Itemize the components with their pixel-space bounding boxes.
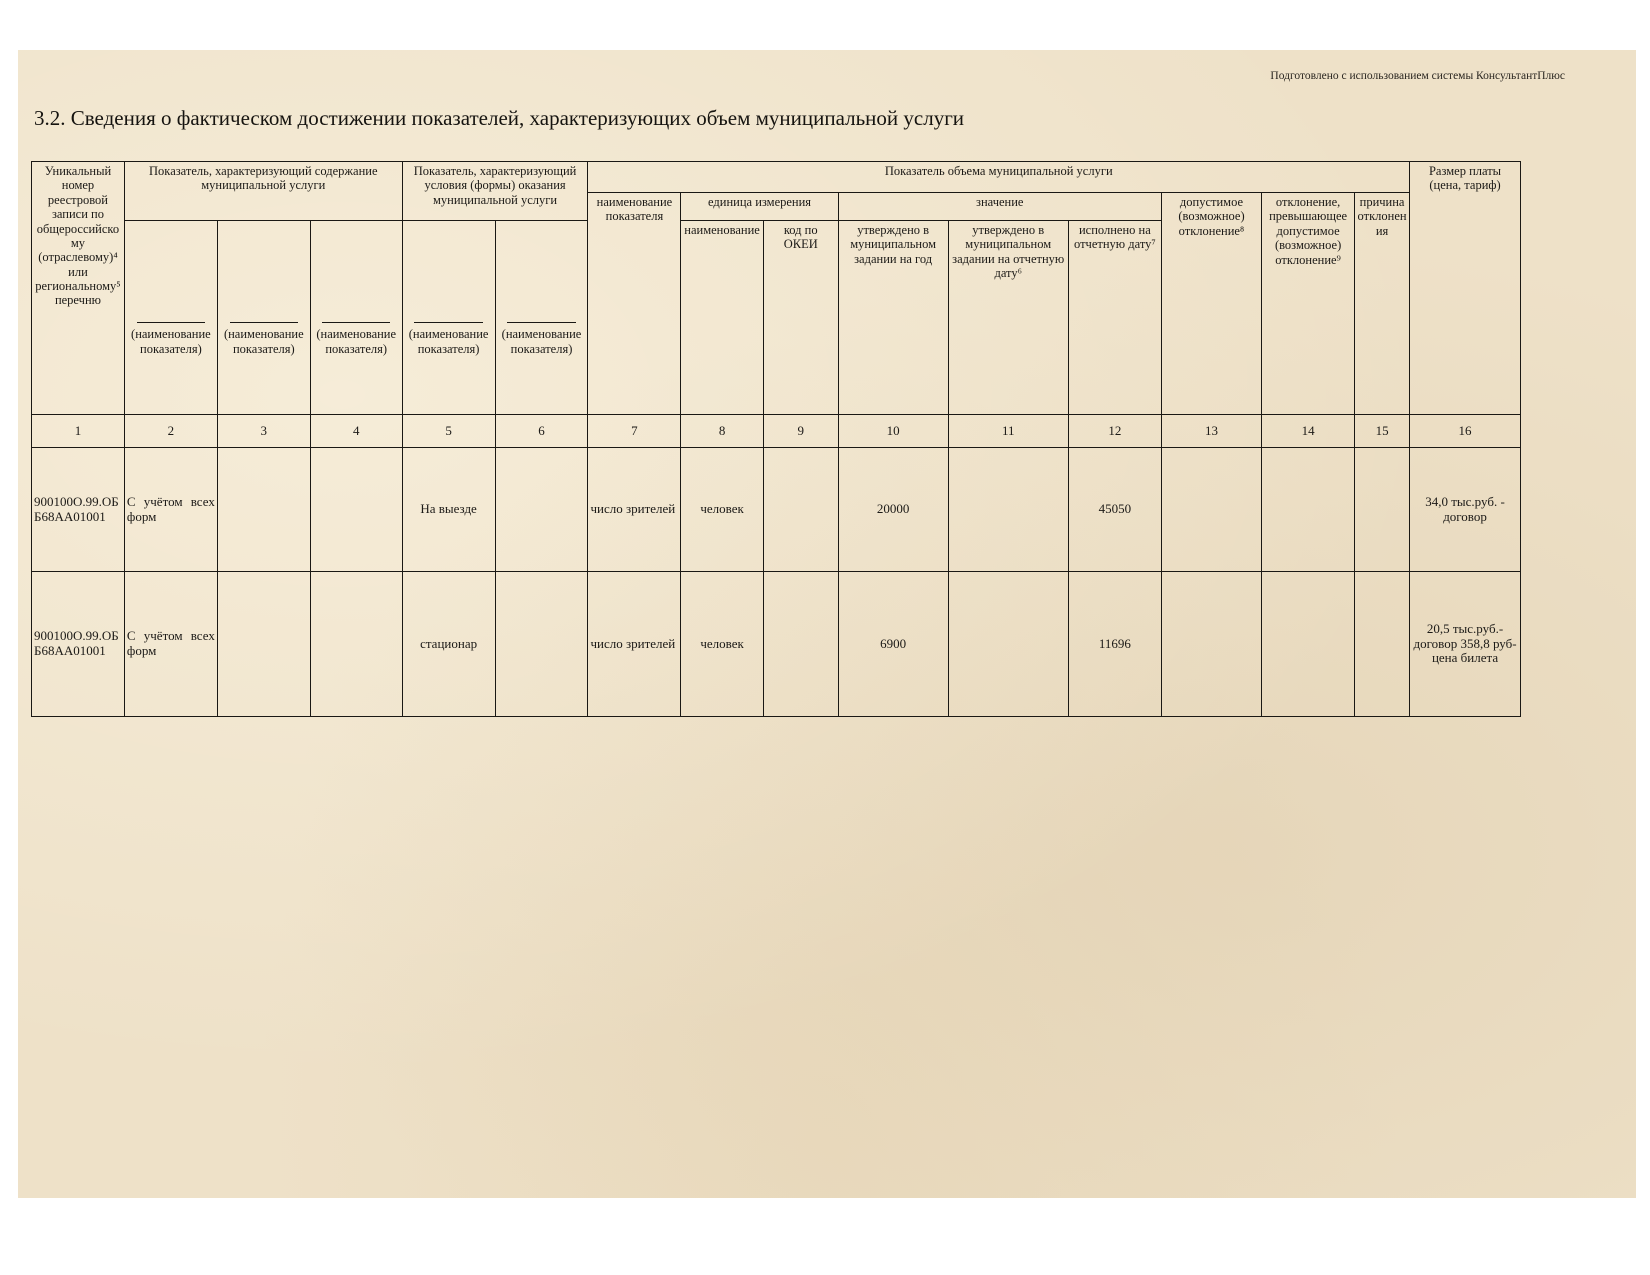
empty-cell [217, 448, 310, 572]
empty-cell [1355, 572, 1410, 717]
empty-cell [495, 572, 588, 717]
header-unit-name: наименование [681, 221, 763, 415]
indicator-cell: число зрителей [588, 448, 681, 572]
indicator-cell: число зрителей [588, 572, 681, 717]
header-approved-year: утверждено в муниципальном задании на год [838, 221, 948, 415]
empty-cell [763, 448, 838, 572]
header-approved-date: утверждено в муниципальном задании на отчетную дату⁶ [948, 221, 1068, 415]
header-okei: код по ОКЕИ [763, 221, 838, 415]
content-cell: С учётом всех форм [124, 572, 217, 717]
col-number: 4 [310, 415, 402, 448]
header-volume-group: Показатель объема муниципальной услуги [588, 162, 1410, 193]
empty-cell [495, 448, 588, 572]
col-number: 7 [588, 415, 681, 448]
header-sub-indicator-4: (наименование показателя) [310, 221, 402, 415]
header-sub-indicator-6: (наименование показателя) [495, 221, 588, 415]
col-number: 5 [402, 415, 495, 448]
header-registry-code: Уникальный номер реестровой записи по общероссийскому (отраслевому)⁴ или региональному⁵ перечню [32, 162, 125, 415]
header-deviation-reason: причина отклонения [1355, 193, 1410, 415]
header-conditions-group: Показатель, характеризующий условия (формы) оказания муниципальной услуги [402, 162, 588, 221]
price-cell: 34,0 тыс.руб. - договор [1410, 448, 1521, 572]
col-number: 6 [495, 415, 588, 448]
header-unit-group: единица измерения [681, 193, 838, 221]
header-sub-indicator-2: (наименование показателя) [124, 221, 217, 415]
col-number: 15 [1355, 415, 1410, 448]
unit-cell: человек [681, 572, 763, 717]
col-number: 2 [124, 415, 217, 448]
header-content-group: Показатель, характеризующий содержание муниципальной услуги [124, 162, 402, 221]
report-table-wrapper [31, 161, 1521, 717]
empty-cell [310, 448, 402, 572]
empty-cell [217, 572, 310, 717]
empty-cell [1161, 572, 1261, 717]
report-table [31, 161, 1521, 717]
column-numbers-row [32, 415, 1521, 448]
header-value-group: значение [838, 193, 1161, 221]
approved-cell: 6900 [838, 572, 948, 717]
form-cell: На выезде [402, 448, 495, 572]
col-number: 10 [838, 415, 948, 448]
header-allowed-deviation: допустимое (возможное) отклонение⁸ [1161, 193, 1261, 415]
col-number: 12 [1068, 415, 1161, 448]
price-cell: 20,5 тыс.руб.- договор 358,8 руб- цена билета [1410, 572, 1521, 717]
empty-cell [763, 572, 838, 717]
table-row [32, 448, 1521, 572]
registry-code-cell: 900100О.99.ОБ Б68АА01001 [32, 572, 125, 717]
empty-cell [948, 448, 1068, 572]
executed-cell: 11696 [1068, 572, 1161, 717]
approved-cell: 20000 [838, 448, 948, 572]
col-number: 11 [948, 415, 1068, 448]
empty-cell [1161, 448, 1261, 572]
table-row [32, 572, 1521, 717]
consultant-note: Подготовлено с использованием системы КонсультантПлюс [1270, 70, 1565, 82]
col-number: 3 [217, 415, 310, 448]
header-sub-indicator-3: (наименование показателя) [217, 221, 310, 415]
empty-cell [1262, 572, 1355, 717]
empty-cell [948, 572, 1068, 717]
col-number: 13 [1161, 415, 1261, 448]
header-price: Размер платы (цена, тариф) [1410, 162, 1521, 415]
content-cell: С учётом всех форм [124, 448, 217, 572]
col-number: 8 [681, 415, 763, 448]
col-number: 1 [32, 415, 125, 448]
empty-cell [310, 572, 402, 717]
empty-cell [1262, 448, 1355, 572]
unit-cell: человек [681, 448, 763, 572]
header-excess-deviation: отклонение, превышающее допустимое (возможное) отклонение⁹ [1262, 193, 1355, 415]
col-number: 14 [1262, 415, 1355, 448]
document-title: 3.2. Сведения о фактическом достижении показателей, характеризующих объем муниципальной услуги [34, 106, 965, 130]
form-cell: стационар [402, 572, 495, 717]
header-indicator-name: наименование показателя [588, 193, 681, 415]
col-number: 16 [1410, 415, 1521, 448]
col-number: 9 [763, 415, 838, 448]
header-executed-date: исполнено на отчетную дату⁷ [1068, 221, 1161, 415]
header-sub-indicator-5: (наименование показателя) [402, 221, 495, 415]
executed-cell: 45050 [1068, 448, 1161, 572]
registry-code-cell: 900100О.99.ОБ Б68АА01001 [32, 448, 125, 572]
empty-cell [1355, 448, 1410, 572]
